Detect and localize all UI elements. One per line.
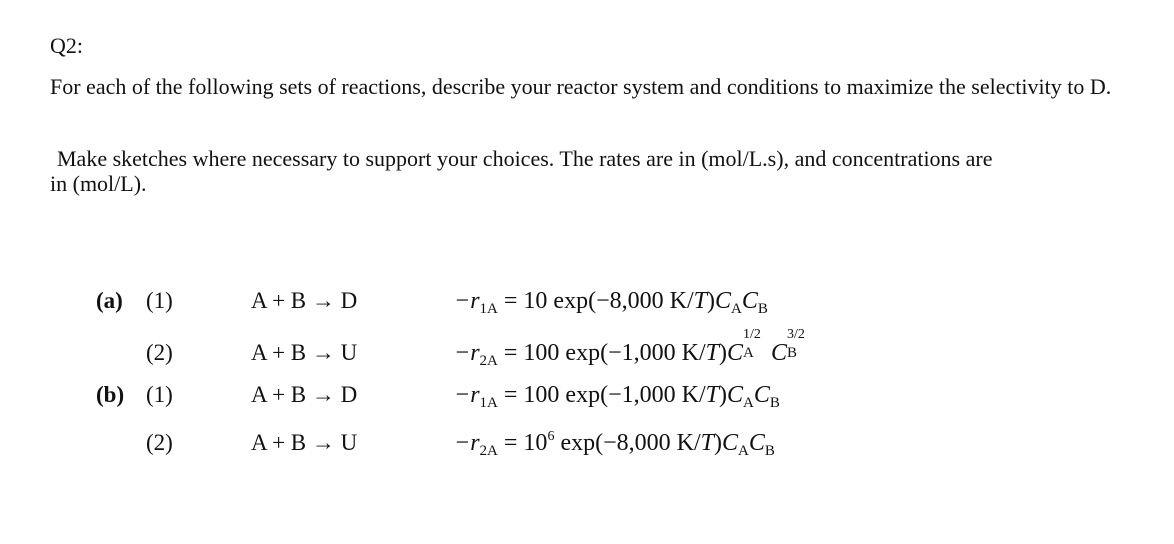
concentration-b-superscript: 3/2	[787, 327, 805, 342]
rate-law	[454, 380, 780, 413]
rate-expression-close: )	[718, 340, 727, 366]
reaction-row	[0, 428, 1174, 468]
reaction-index: (1)	[146, 288, 173, 313]
concentration-a: C	[721, 430, 738, 456]
concentration-b: C	[770, 340, 787, 366]
rate-subscript: 2A	[479, 443, 498, 459]
temperature-symbol: T	[700, 430, 714, 456]
reaction-row	[0, 286, 1174, 326]
reaction-equation: A + B → D	[251, 382, 358, 407]
rate-prefactor: = 10	[497, 430, 548, 456]
rate-expression: = 10 exp(−8,000 K/	[497, 288, 694, 314]
reaction-row	[0, 380, 1174, 420]
concentration-b-exponent	[787, 327, 809, 361]
concentration-b: C	[753, 382, 770, 408]
rate-subscript: 1A	[479, 301, 498, 317]
rate-expression-close: )	[713, 430, 722, 456]
concentration-a-subscript: A	[742, 395, 754, 411]
concentration-b: C	[741, 288, 758, 314]
reaction-equation: A + B → D	[251, 288, 358, 313]
rate-expression-close: )	[706, 288, 715, 314]
rate-expression: = 100 exp(−1,000 K/	[497, 382, 706, 408]
concentration-b-subscript: B	[769, 395, 780, 411]
concentration-b-subscript: B	[787, 345, 798, 361]
rate-symbol: −r	[454, 430, 480, 456]
reaction-equation: A + B → U	[251, 340, 358, 365]
part-label: (b)	[96, 382, 125, 407]
rate-prefactor-exponent: 6	[547, 429, 555, 444]
concentration-a-subscript: A	[730, 301, 742, 317]
rate-law	[454, 327, 809, 371]
reaction-equation: A + B → U	[251, 430, 358, 455]
temperature-symbol: T	[693, 288, 707, 314]
reaction-set-table	[0, 280, 1174, 470]
reaction-index: (2)	[146, 430, 173, 455]
question-paragraph-2-line-2: in (mol/L).	[50, 171, 147, 196]
concentration-a-exponent	[742, 327, 765, 361]
rate-expression: = 100 exp(−1,000 K/	[497, 340, 706, 366]
concentration-a: C	[714, 288, 731, 314]
rate-law	[454, 428, 775, 462]
reaction-index: (1)	[146, 382, 173, 407]
rate-symbol: −r	[454, 382, 480, 408]
question-paragraph-1: For each of the following sets of reactions, describe your reactor system and conditions to maximize the selectivity to D.	[50, 74, 1112, 99]
rate-expression-close: )	[718, 382, 727, 408]
concentration-b: C	[748, 430, 765, 456]
rate-symbol: −r	[454, 288, 480, 314]
concentration-a-superscript: 1/2	[742, 327, 761, 342]
temperature-symbol: T	[705, 382, 719, 408]
rate-symbol: −r	[454, 340, 480, 366]
concentration-a: C	[726, 382, 743, 408]
rate-law	[454, 286, 768, 319]
question-paragraph-2-line-1: Make sketches where necessary to support your choices. The rates are in (mol/L.s), and concentrations are	[57, 146, 993, 171]
rate-subscript: 1A	[479, 395, 498, 411]
reaction-row	[0, 327, 1174, 378]
part-label: (a)	[96, 288, 123, 313]
reaction-index: (2)	[146, 340, 173, 365]
question-paragraph-2	[50, 146, 1120, 196]
concentration-b-subscript: B	[757, 301, 768, 317]
question-heading: Q2:	[50, 33, 83, 58]
concentration-b-subscript: B	[764, 443, 775, 459]
rate-expression: exp(−8,000 K/	[554, 430, 701, 456]
temperature-symbol: T	[705, 340, 719, 366]
concentration-a-subscript: A	[738, 443, 749, 459]
concentration-a-subscript: A	[742, 345, 754, 361]
concentration-a: C	[726, 340, 743, 366]
rate-subscript: 2A	[479, 353, 498, 369]
